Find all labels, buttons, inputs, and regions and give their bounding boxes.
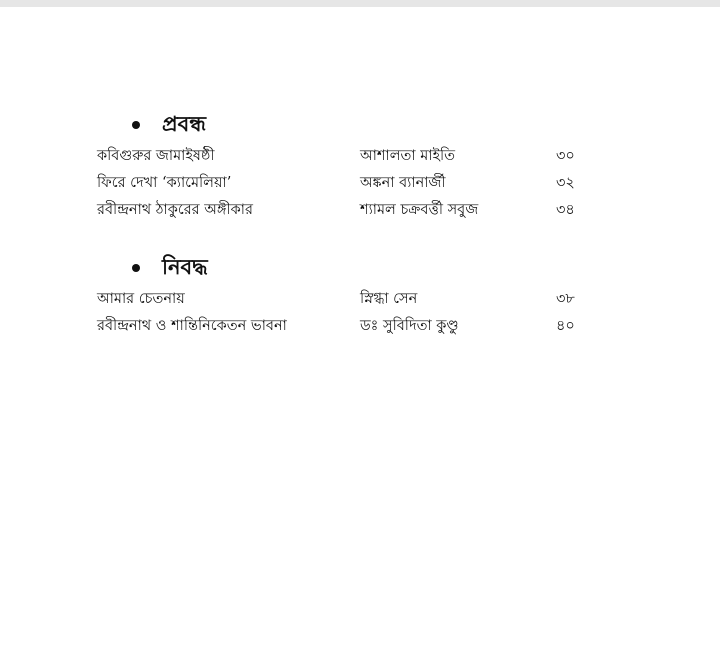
- entry-title: কবিগুরুর জামাইষষ্ঠী: [97, 148, 215, 164]
- entry-page: ৩০: [556, 148, 575, 164]
- entry-page: ৩৮: [556, 291, 575, 307]
- entry-page: ৩৪: [556, 202, 575, 218]
- entry-author: ডঃ সুবিদিতা কুণ্ডু: [360, 318, 459, 334]
- entry-page: ৪০: [556, 318, 575, 334]
- section-heading: [132, 110, 206, 140]
- toc-entry: [0, 172, 720, 199]
- toc-entry: [0, 199, 720, 226]
- entry-author: শ্যামল চক্রবর্ত্তী সবুজ: [360, 202, 479, 218]
- section-heading: [132, 253, 208, 283]
- top-bar: [0, 0, 720, 7]
- section-title: নিবদ্ধ: [162, 253, 208, 279]
- entry-title: রবীন্দ্রনাথ ঠাকুরের অঙ্গীকার: [97, 202, 253, 218]
- bullet-icon: [132, 264, 140, 272]
- toc-entry: [0, 145, 720, 172]
- entry-author: স্নিগ্ধা সেন: [360, 291, 418, 307]
- entry-title: রবীন্দ্রনাথ ও শান্তিনিকেতন ভাবনা: [97, 318, 287, 334]
- toc-entry: [0, 315, 720, 342]
- toc-entry: [0, 288, 720, 315]
- entry-author: অঙ্কনা ব্যানার্জী: [360, 175, 446, 191]
- entry-author: আশালতা মাইতি: [360, 148, 456, 164]
- section-title: প্রবন্ধ: [162, 110, 206, 136]
- entry-page: ৩২: [556, 175, 575, 191]
- entry-title: ফিরে দেখা ‘ক্যামেলিয়া’: [97, 175, 232, 191]
- bullet-icon: [132, 121, 140, 129]
- entry-title: আমার চেতনায়: [97, 291, 185, 307]
